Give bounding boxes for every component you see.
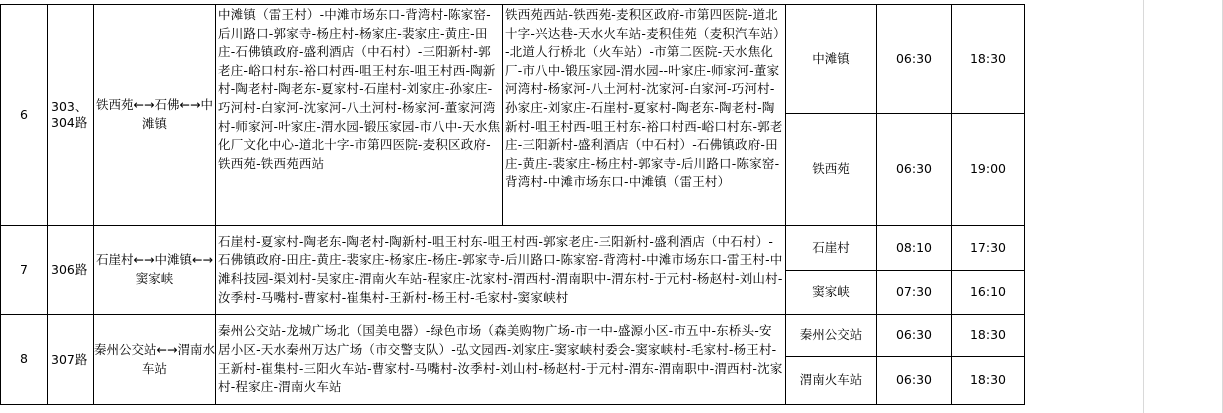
route-number [48,315,94,405]
terminal-name: 中滩镇 [786,5,877,114]
row-index: 7 [1,226,48,315]
route-number-label: 307路 [51,351,88,367]
route-number [48,226,94,315]
last-bus-time: 18:30 [952,357,1025,405]
stops-list: 石崖村-夏家村-陶老东-陶老村-陶新村-咀王村东-咀王村西-郭家老庄-三阳新村-盛利酒店（中石村）-石佛镇政府-田庄-黄庄-裴家庄-杨家庄-杨庄-郭家寺-后川路口-陈家窑-背湾村-中滩市场东口-雷王村-中滩科技园-渠刘村-吴家庄-渭南火车站-程家庄-沈家村-渭西村-渭南职中-渭东村-于元村-杨赵村-刘山村-汝季村-马嘴村-曹家村-崔集村-王新村-杨王村-毛家村-窦家峡村 [216,226,786,315]
stops-inbound: 铁西苑西站-铁西苑-麦积区政府-市第四医院-道北十字-兴达巷-天水火车站-麦积佳苑（麦积汽车站）-北道人行桥北（火车站）-市第二医院-天水焦化厂-市八中-锻压家园-渭水园--叶家庄-师家河-董家河湾村-杨家河-八土河村-沈家河-白家河-巧河村-孙家庄-刘家庄-石崖村-夏家村-陶老东-陶老村-陶新村-咀王村西-咀王村东-裕口村西-峪口村东-郭老庄-三阳新村-盛利酒店（中石村）-石佛镇政府-田庄-黄庄-裴家庄-杨庄村-郭家寺-后川路口-陈家窑-背湾村-中滩市场东口-中滩镇（雷王村） [503,5,786,226]
last-bus-time: 18:30 [952,315,1025,357]
terminal-name: 渭南火车站 [786,357,877,405]
route-number-label: 303、304路 [51,99,88,130]
route-direction: 铁西苑←→石佛←→中滩镇 [94,5,216,226]
first-bus-time: 08:10 [877,226,952,271]
row-index: 8 [1,315,48,405]
row-index: 6 [1,5,48,226]
first-bus-time: 06:30 [877,114,952,226]
route-number-label: 306路 [51,262,88,277]
route-number [48,5,94,226]
first-bus-time: 06:30 [877,315,952,357]
table-row [1,226,1025,271]
last-bus-time: 18:30 [952,5,1025,114]
last-bus-time: 17:30 [952,226,1025,271]
first-bus-time: 06:30 [877,5,952,114]
first-bus-time: 07:30 [877,271,952,315]
table-row [1,5,1025,114]
terminal-name: 窦家峡 [786,271,877,315]
bus-route-table [0,4,1025,405]
route-direction: 秦州公交站←→渭南水车站 [94,315,216,405]
stops-list: 秦州公交站-龙城广场北（国美电器）-绿色市场（森美购物广场-市一中-盛源小区-市五中-东桥头-安居小区-天水秦州万达广场（市交警支队）-弘文园西-刘家庄-窦家峡村委会-窦家峡村-毛家村-杨王村-王新村-崔集村-三阳火车站-曹家村-马嘴村-汝季村-刘山村-杨赵村-于元村-渭东-渭南职中-渭西村-沈家村-程家庄-渭南火车站 [216,315,786,405]
last-bus-time: 19:00 [952,114,1025,226]
first-bus-time: 06:30 [877,357,952,405]
table-row [1,315,1025,357]
sheet-gridline [1143,0,1144,413]
terminal-name: 铁西苑 [786,114,877,226]
terminal-name: 秦州公交站 [786,315,877,357]
route-direction: 石崖村←→中滩镇←→窦家峡 [94,226,216,315]
last-bus-time: 16:10 [952,271,1025,315]
stops-outbound: 中滩镇（雷王村）-中滩市场东口-背湾村-陈家窑-后川路口-郭家寺-杨庄村-杨家庄-裴家庄-黄庄-田庄-石佛镇政府-盛利酒店（中石村）-三阳新村-郭老庄-峪口村东-裕口村西-咀王村东-咀王村西-陶新村-陶老村-陶老东-夏家村-石崖村-刘家庄-孙家庄-巧河村-白家河-沈家河-八土河村-杨家河-董家河湾村-师家河-叶家庄-渭水园-锻压家园-市八中-天水焦化厂文化中心-道北十字-市第四医院-麦积区政府-铁西苑-铁西苑西站 [216,5,503,226]
terminal-name: 石崖村 [786,226,877,271]
